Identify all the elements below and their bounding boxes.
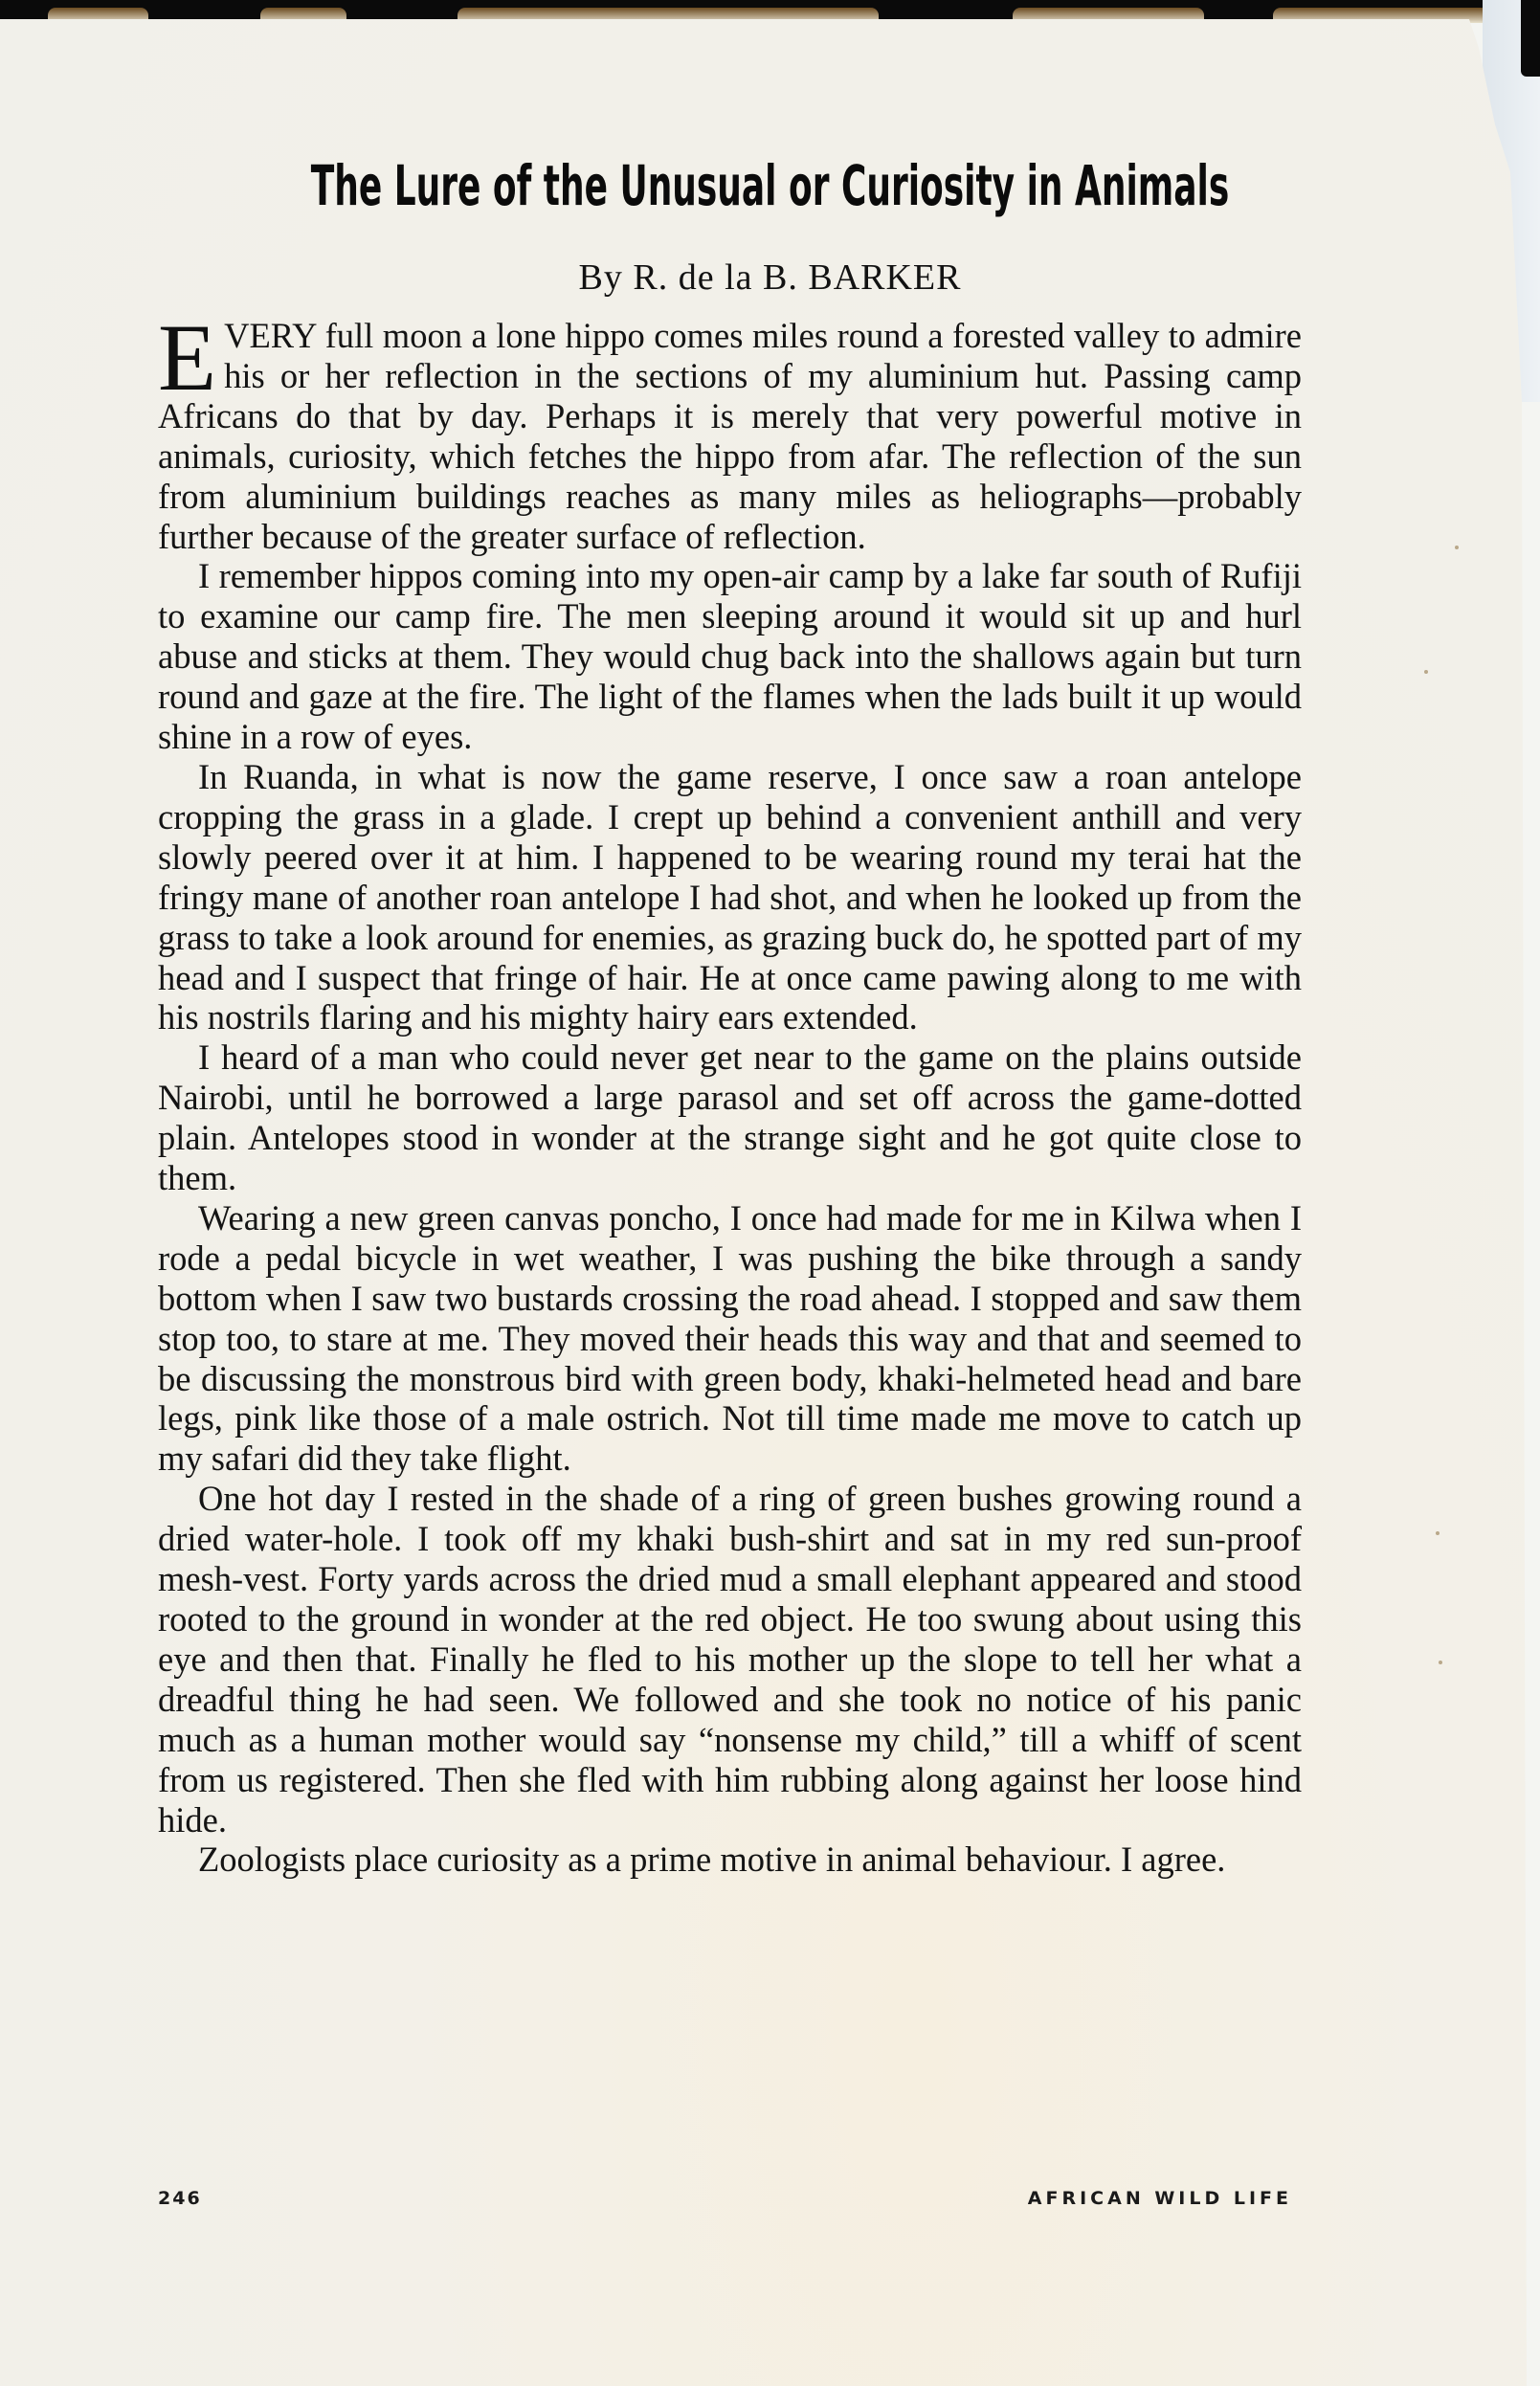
- article-title: The Lure of the Unusual or Curiosity in Animals: [310, 153, 1230, 218]
- paper-speck: [1455, 546, 1459, 549]
- article-paragraph: Wearing a new green canvas poncho, I once had made for me in Kilwa when I rode a pedal bicycle in wet weather, I was pushing the bike through a sandy bottom when I saw two bustards crossing the road ahead. I stopped and saw them stop too, to stare at me. They moved their heads this way and that and seemed to be discussing the monstrous bird with green body, khaki-helmeted head and bare legs, pink like those of a male ostrich. Not till time made me move to catch up my safari did they take flight.: [158, 1197, 1302, 1479]
- article-body: [158, 304, 1302, 1880]
- article-paragraph: I heard of a man who could never get near to the game on the plains outside Nairobi, until he borrowed a large parasol and set off across the game-dotted plain. Antelopes stood in wonder at the strange sight and he got quite close to them.: [158, 1037, 1302, 1198]
- article-byline: By R. de la B. BARKER: [578, 257, 962, 298]
- paper-speck: [1436, 1531, 1440, 1535]
- scanner-edge-corner: [1521, 0, 1540, 77]
- article-paragraph: [158, 304, 1302, 556]
- article-paragraph: One hot day I rested in the shade of a ring of green bushes growing round a dried water-hole. I took off my khaki bush-shirt and sat in my red sun-proof mesh-vest. Forty yards across the dried mud a small elephant appeared and stood rooted to the ground in wonder at the red object. He too swung about using this eye and then that. Finally he fled to his mother up the slope to tell her what a dreadful thing he had seen. We followed and she took no notice of his panic much as a human mother would say “nonsense my child,” till a whiff of scent from us registered. Then she fled with him rubbing along against her loose hind hide.: [158, 1479, 1302, 1840]
- page-number: 246: [158, 2188, 202, 2209]
- drop-cap: E: [158, 304, 217, 411]
- publication-name: AFRICAN WILD LIFE: [1027, 2188, 1292, 2209]
- article-paragraph: I remember hippos coming into my open-air camp by a lake far south of Rufiji to examine our camp fire. The men sleeping around it would sit up and hurl abuse and sticks at them. They would chug back into the shallows again but turn round and gaze at the fire. The light of the flames when the lads built it up would shine in a row of eyes.: [158, 556, 1302, 757]
- article-paragraph: In Ruanda, in what is now the game reserve, I once saw a roan antelope cropping the grass in a glade. I crept up behind a convenient anthill and very slowly peered over it at him. I happened to be wearing round my terai hat the fringy mane of another roan antelope I had shot, and when he looked up from the grass to take a look around for enemies, as grazing buck do, he spotted part of my head and I suspect that fringe of hair. He at once came pawing along to me with his nostrils flaring and his mighty hairy ears extended.: [158, 756, 1302, 1037]
- paper-speck: [1424, 670, 1428, 674]
- article-paragraph: Zoologists place curiosity as a prime motive in animal behaviour. I agree.: [198, 1840, 1226, 1880]
- paragraph-text: VERY full moon a lone hippo comes miles round a forested valley to admire his or her reflection in the sections of my aluminium hut. Passing camp Africans do that by day. Perhaps it is merely that very powerful motive in animals, curiosity, which fetches the hippo from afar. The reflection of the sun from aluminium buildings reaches as many miles as heliographs—probably further because of the greater surface of reflection.: [158, 316, 1302, 556]
- paper-speck: [1439, 1661, 1442, 1664]
